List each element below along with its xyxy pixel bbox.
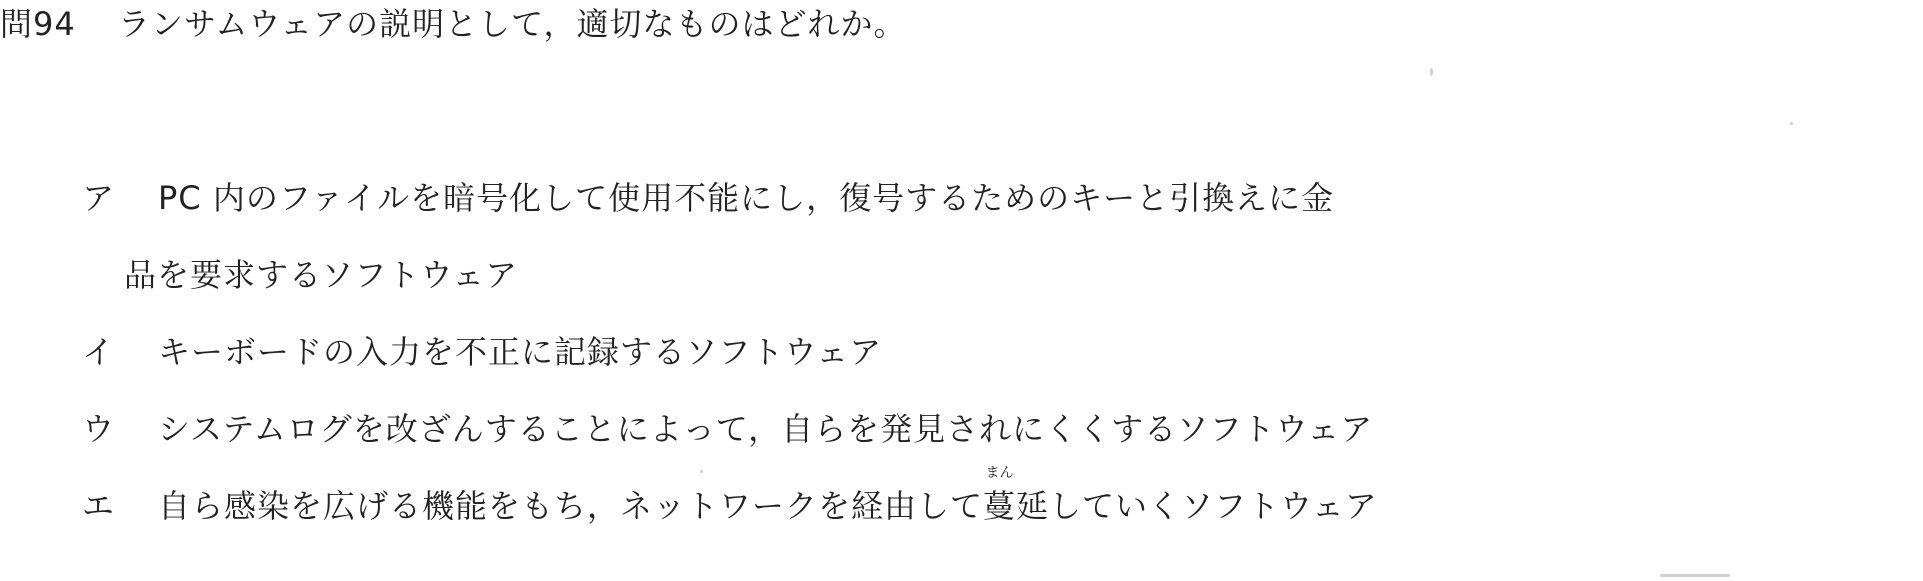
choice-i-text: キーボードの入力を不正に記録するソフトウェア [158, 333, 883, 371]
question-heading [0, 2, 906, 46]
choice-a-text-line2: 品を要求するソフトウェア [124, 256, 519, 294]
scan-speck [1430, 68, 1433, 76]
scan-speck [1660, 574, 1730, 577]
question-text: ランサムウェアの説明として，適切なものはどれか。 [118, 5, 907, 43]
choice-a-text-line1: PC 内のファイルを暗号化して使用不能にし，復号するためのキーと引換えに金 [158, 179, 1335, 217]
choice-e-text-before: 自ら感染を広げる機能をもち，ネットワークを経由して [158, 487, 984, 525]
choice-u [82, 407, 1882, 451]
choice-e-label: エ [82, 487, 116, 525]
answer-choices [82, 176, 1882, 561]
choice-e-ruby-reading: まん [985, 465, 1014, 481]
choice-i-label: イ [82, 333, 116, 371]
scan-speck [1790, 122, 1793, 125]
choice-u-text: システムログを改ざんすることによって，自らを発見されにくくするソフトウェア [158, 410, 1374, 448]
choice-e-ruby [983, 465, 1017, 528]
choice-a [82, 176, 1882, 297]
choice-e-text-after: 延していくソフトウェア [1016, 487, 1378, 525]
choice-e [82, 465, 1882, 528]
question-number: 問94 [0, 5, 76, 43]
choice-i [82, 330, 1882, 374]
scan-speck [700, 470, 703, 473]
choice-u-label: ウ [82, 410, 116, 448]
choice-a-label: ア [82, 179, 116, 217]
choice-e-ruby-base: 蔓 [983, 487, 1017, 525]
